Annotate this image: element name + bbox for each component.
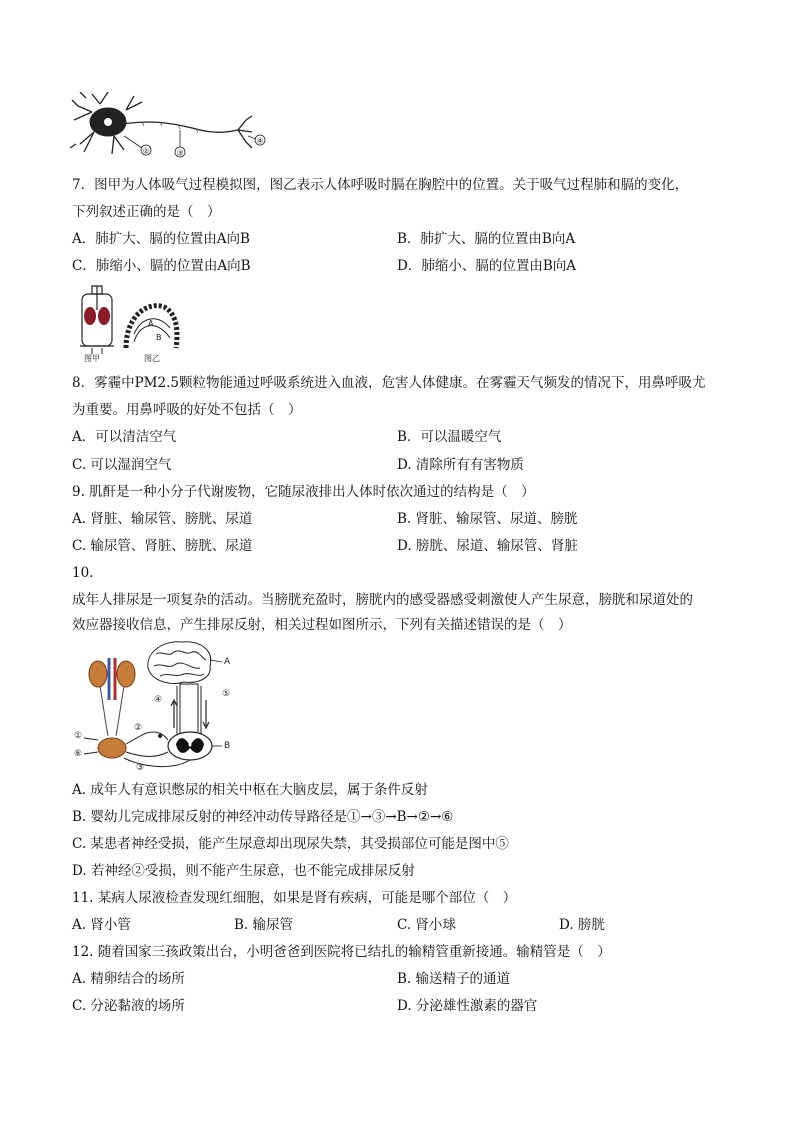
q7-option-a: A．肺扩大、膈的位置由A向B [72, 231, 250, 247]
q8-option-a: A．可以清洁空气 [72, 429, 177, 445]
q9-option-a: A. 肾脏、输尿管、膀胱、尿道 [72, 511, 253, 527]
q8-option-d: D. 清除所有有害物质 [397, 457, 524, 473]
reflex-label-3: ③ [136, 763, 145, 773]
q8-stem-line2: 为重要。用鼻呼吸的好处不包括（ ） [72, 402, 302, 418]
breathing-label-yi: 图乙 [144, 354, 160, 363]
q12-option-d: D. 分泌雄性激素的器官 [397, 998, 538, 1014]
neuron-label-3: ③ [176, 148, 184, 158]
q10-number: 10. [72, 565, 94, 581]
breathing-figure [74, 282, 184, 364]
neuron-figure [70, 92, 270, 164]
reflex-label-b: B [224, 741, 231, 751]
q11-option-b: B. 输尿管 [234, 917, 294, 933]
q9-option-b: B. 肾脏、输尿管、尿道、膀胱 [397, 511, 578, 527]
q11-stem: 11. 某病人尿液检查发现红细胞，如果是肾有疾病，可能是哪个部位（ ） [72, 890, 517, 906]
q7-stem-line1: 7．图甲为人体吸气过程模拟图，图乙表示人体呼吸时膈在胸腔中的位置。关于吸气过程肺和膈的变化， [72, 177, 689, 193]
q10-option-d: D. 若神经②受损，则不能产生尿意，也不能完成排尿反射 [72, 863, 415, 879]
reflex-label-4: ④ [154, 695, 163, 705]
q8-option-b: B．可以温暖空气 [397, 429, 502, 445]
q9-stem: 9. 肌酐是一种小分子代谢废物，它随尿液排出人体时依次通过的结构是（ ） [72, 484, 535, 500]
reflex-label-5: ⑤ [222, 689, 231, 699]
q12-stem: 12. 随着国家三孩政策出台，小明爸爸到医院将已结扎的输精管重新接通。输精管是（ ） [72, 944, 611, 960]
q11-option-d: D. 膀胱 [559, 917, 605, 933]
q8-option-c: C. 可以湿润空气 [72, 457, 172, 473]
reflex-label-2: ② [134, 723, 143, 733]
q11-option-a: A. 肾小管 [72, 917, 131, 933]
q9-option-d: D. 膀胱、尿道、输尿管、肾脏 [397, 538, 578, 554]
neuron-label-4: ④ [256, 136, 264, 146]
q7-option-c: C．肺缩小、膈的位置由A向B [72, 258, 251, 274]
q10-option-c: C. 某患者神经受损，能产生尿意却出现尿失禁，其受损部位可能是图中⑤ [72, 836, 509, 852]
q10-stem-line1: 成年人排尿是一项复杂的活动。当膀胱充盈时，膀胱内的感受器感受刺激使人产生尿意，膀胱和尿道处的 [72, 592, 693, 608]
breathing-label-b: B [156, 333, 162, 342]
reflex-label-1: ① [74, 731, 83, 741]
q12-option-c: C. 分泌黏液的场所 [72, 998, 185, 1014]
q7-stem-line2: 下列叙述正确的是（ ） [72, 204, 221, 220]
q9-option-c: C. 输尿管、肾脏、膀胱、尿道 [72, 538, 253, 554]
reflex-label-6: ⑥ [74, 749, 83, 759]
q7-option-d: D．肺缩小、膈的位置由B向A [397, 258, 576, 274]
q10-option-b: B. 婴幼儿完成排尿反射的神经冲动传导路径是①→③→B→②→⑥ [72, 809, 454, 825]
q10-stem-line2: 效应器接收信息，产生排尿反射，相关过程如图所示，下列有关描述错误的是（ ） [72, 617, 572, 633]
q7-option-b: B．肺扩大、膈的位置由B向A [397, 231, 576, 247]
neuron-label-2: ② [142, 146, 150, 156]
reflex-figure [74, 640, 244, 774]
q12-option-a: A. 精卵结合的场所 [72, 971, 185, 987]
breathing-label-a: A [148, 319, 154, 328]
q10-option-a: A. 成年人有意识憋尿的相关中枢在大脑皮层，属于条件反射 [72, 782, 428, 798]
q11-option-c: C. 肾小球 [397, 917, 456, 933]
q8-stem-line1: 8．雾霾中PM2.5颗粒物能通过呼吸系统进入血液，危害人体健康。在雾霾天气频发的情况下，用鼻呼吸尤 [72, 375, 706, 391]
reflex-label-a: A [224, 657, 231, 667]
breathing-label-jia: 图甲 [84, 354, 100, 363]
q12-option-b: B. 输送精子的通道 [397, 971, 511, 987]
